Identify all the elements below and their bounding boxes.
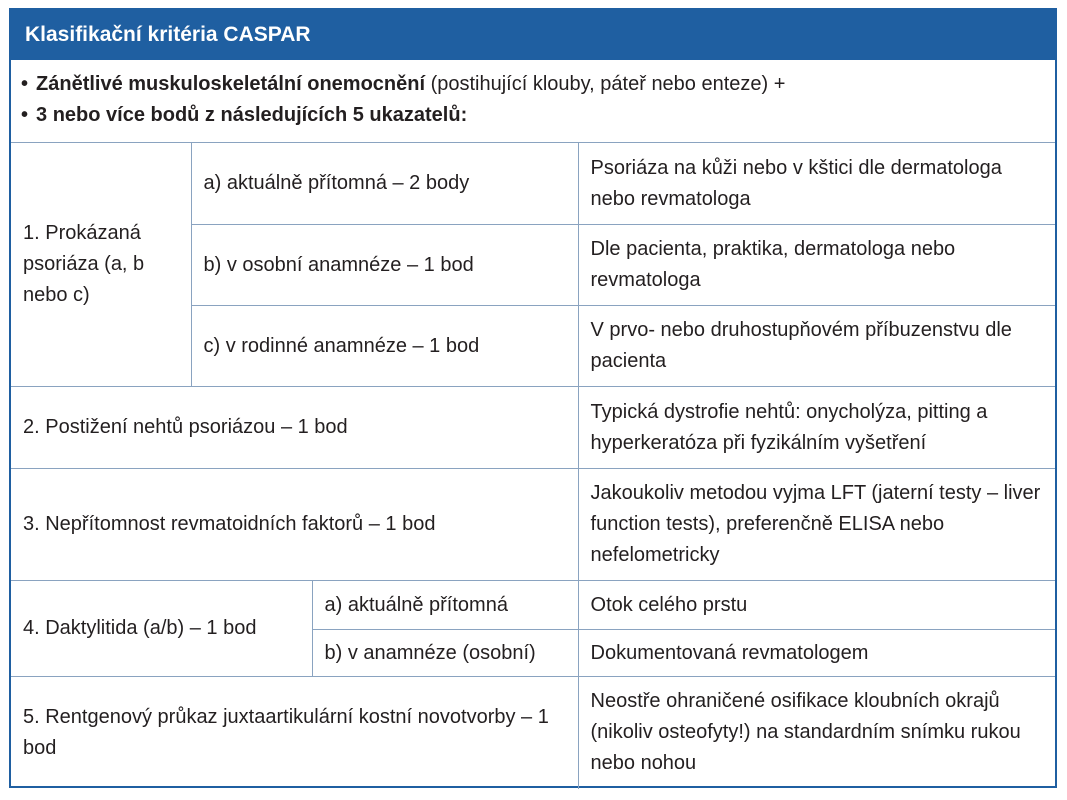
caspar-criteria-panel bbox=[9, 8, 1057, 788]
criterion-4b-desc: Dokumentovaná revmatologem bbox=[578, 630, 1055, 677]
bullet-icon: • bbox=[21, 104, 29, 126]
criterion-4b-label: b) v anamnéze (osobní) bbox=[312, 630, 578, 677]
criterion-5-desc: Neostře ohraničené osifikace kloubních okrajů (nikoliv osteofyty!) na standardním snímku rukou nebo nohou bbox=[578, 677, 1055, 789]
criterion-4-label: 4. Daktylitida (a/b) – 1 bod bbox=[11, 581, 312, 677]
criterion-2-label: 2. Postižení nehtů psoriázou – 1 bod bbox=[11, 387, 578, 469]
criterion-3-desc: Jakoukoliv metodou vyjma LFT (jaterní testy – liver function tests), preferenčně ELISA nebo nefelometricky bbox=[578, 469, 1055, 581]
table-row bbox=[11, 387, 1055, 469]
criterion-1b-label: b) v osobní anamnéze – 1 bod bbox=[191, 225, 578, 306]
intro-line-1-rest: (postihující klouby, páteř nebo enteze) + bbox=[425, 73, 786, 95]
intro-line-1-bold: Zánětlivé muskuloskeletální onemocnění bbox=[36, 73, 426, 95]
intro-line-1 bbox=[21, 69, 1055, 100]
bullet-icon: • bbox=[21, 73, 29, 95]
intro-section bbox=[11, 60, 1055, 144]
criterion-1a-desc: Psoriáza na kůži nebo v kštici dle dermatologa nebo revmatologa bbox=[578, 143, 1055, 225]
criteria-table bbox=[11, 142, 1055, 789]
criterion-2-desc: Typická dystrofie nehtů: onycholýza, pitting a hyperkeratóza při fyzikálním vyšetření bbox=[578, 387, 1055, 469]
intro-line-2-bold: 3 nebo více bodů z následujících 5 ukazatelů: bbox=[36, 104, 468, 126]
criterion-1c-desc: V prvo- nebo druhostupňovém příbuzenstvu dle pacienta bbox=[578, 306, 1055, 387]
criterion-4a-desc: Otok celého prstu bbox=[578, 581, 1055, 630]
table-row bbox=[11, 677, 1055, 789]
table-row bbox=[11, 469, 1055, 581]
criterion-3-label: 3. Nepřítomnost revmatoidních faktorů – 1 bod bbox=[11, 469, 578, 581]
criterion-1b-desc: Dle pacienta, praktika, dermatologa nebo revmatologa bbox=[578, 225, 1055, 306]
intro-line-2 bbox=[21, 100, 1055, 131]
criterion-1a-label: a) aktuálně přítomná – 2 body bbox=[191, 143, 578, 225]
table-title: Klasifikační kritéria CASPAR bbox=[11, 10, 1055, 60]
criterion-5-label: 5. Rentgenový průkaz juxtaartikulární kostní novotvorby – 1 bod bbox=[11, 677, 578, 789]
criterion-1-label: 1. Prokázaná psoriáza (a, b nebo c) bbox=[11, 143, 191, 387]
table-row bbox=[11, 143, 1055, 225]
criterion-4a-label: a) aktuálně přítomná bbox=[312, 581, 578, 630]
criterion-1c-label: c) v rodinné anamnéze – 1 bod bbox=[191, 306, 578, 387]
table-row bbox=[11, 581, 1055, 630]
